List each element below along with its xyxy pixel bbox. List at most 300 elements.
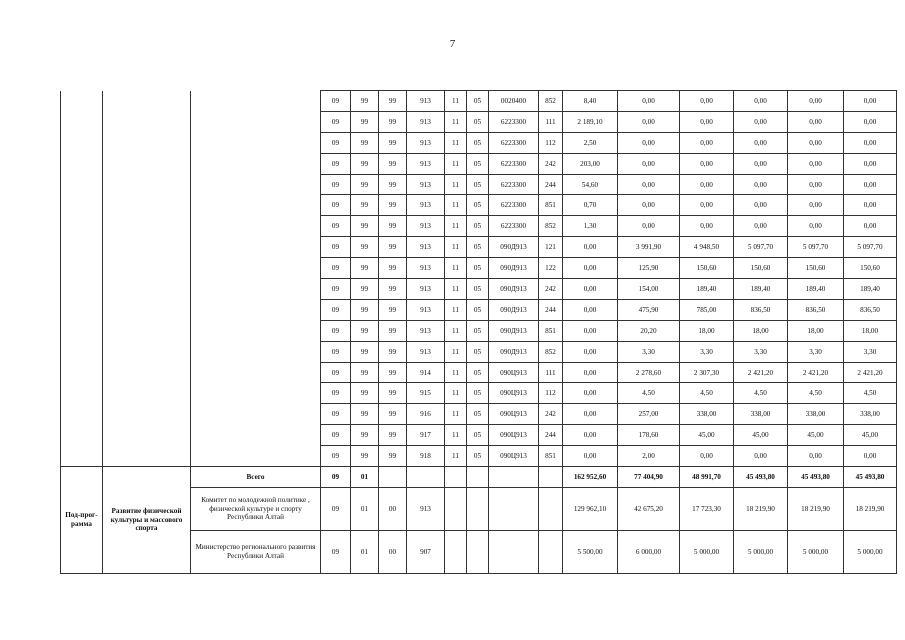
table-cell: 99 [351, 132, 379, 153]
table-cell: 0,00 [680, 111, 734, 132]
table-cell: 48 991,70 [680, 467, 734, 488]
table-cell: 11 [445, 341, 467, 362]
table-cell: 4,50 [844, 383, 897, 404]
table-cell: 0,00 [734, 111, 788, 132]
table-cell: 20,20 [618, 320, 680, 341]
blank-cell [191, 320, 321, 341]
table-cell: 0,00 [788, 446, 844, 467]
table-row [61, 341, 897, 362]
table-cell: 3,30 [680, 341, 734, 362]
table-cell: 6223300 [489, 153, 539, 174]
table-cell: 129 962,10 [563, 487, 618, 530]
table-cell: 3 991,90 [618, 237, 680, 258]
table-cell: 01 [351, 530, 379, 573]
table-cell: 189,40 [788, 279, 844, 300]
table-cell: 242 [539, 279, 563, 300]
table-cell: 0,00 [618, 174, 680, 195]
table-cell: 5 097,70 [844, 237, 897, 258]
blank-cell [191, 299, 321, 320]
blank-cell [191, 446, 321, 467]
table-row [61, 362, 897, 383]
table-cell: 090Д913 [489, 299, 539, 320]
table-cell: 99 [379, 153, 407, 174]
table-cell: 6223300 [489, 195, 539, 216]
table-cell: 05 [467, 299, 489, 320]
table-cell: 162 952,60 [563, 467, 618, 488]
table-cell: 851 [539, 446, 563, 467]
table-cell: 09 [321, 383, 351, 404]
table-cell: 5 000,00 [734, 530, 788, 573]
blank-cell [61, 446, 103, 467]
table-cell: 5 097,70 [788, 237, 844, 258]
table-cell [489, 530, 539, 573]
table-cell: 99 [379, 216, 407, 237]
blank-cell [103, 362, 191, 383]
blank-cell [103, 237, 191, 258]
table-cell: 5 000,00 [844, 530, 897, 573]
table-cell: 11 [445, 446, 467, 467]
blank-cell [103, 425, 191, 446]
blank-cell [191, 341, 321, 362]
table-cell: 0,00 [788, 195, 844, 216]
table-cell: 6223300 [489, 174, 539, 195]
table-cell: 121 [539, 237, 563, 258]
table-cell: 11 [445, 320, 467, 341]
table-cell: 99 [351, 195, 379, 216]
table-cell: 05 [467, 425, 489, 446]
table-cell: 99 [351, 404, 379, 425]
table-cell: 09 [321, 341, 351, 362]
table-cell: 99 [351, 299, 379, 320]
table-cell: 11 [445, 258, 467, 279]
table-cell: 090Д913 [489, 237, 539, 258]
table-cell: 99 [351, 362, 379, 383]
blank-cell [103, 91, 191, 112]
blank-cell [61, 195, 103, 216]
budget-table-body [61, 91, 897, 574]
table-cell: 0,00 [563, 446, 618, 467]
table-cell [539, 487, 563, 530]
table-cell: 836,50 [788, 299, 844, 320]
table-cell: 203,00 [563, 153, 618, 174]
table-cell: 0,00 [563, 258, 618, 279]
table-cell: 0,00 [788, 216, 844, 237]
table-cell: 6223300 [489, 111, 539, 132]
budget-table [60, 90, 897, 574]
table-cell: 05 [467, 237, 489, 258]
table-cell: 242 [539, 404, 563, 425]
table-cell: 99 [379, 195, 407, 216]
blank-cell [103, 216, 191, 237]
table-cell: 5 000,00 [680, 530, 734, 573]
table-cell: 99 [351, 425, 379, 446]
table-cell: 0,00 [680, 195, 734, 216]
table-cell: 6 000,00 [618, 530, 680, 573]
table-cell: 99 [351, 91, 379, 112]
table-cell: 99 [351, 383, 379, 404]
table-cell: 99 [379, 320, 407, 341]
table-cell: 11 [445, 237, 467, 258]
table-cell: 09 [321, 237, 351, 258]
blank-cell [103, 195, 191, 216]
blank-cell [103, 320, 191, 341]
table-cell: 122 [539, 258, 563, 279]
table-cell: 09 [321, 362, 351, 383]
table-cell: 11 [445, 362, 467, 383]
table-cell: 0,00 [734, 174, 788, 195]
table-cell: 0,00 [734, 153, 788, 174]
table-cell: 0,00 [788, 174, 844, 195]
table-cell: 913 [407, 299, 445, 320]
table-cell: 913 [407, 195, 445, 216]
table-cell: 0,00 [844, 216, 897, 237]
table-cell: 09 [321, 258, 351, 279]
table-cell: 05 [467, 383, 489, 404]
table-cell: 11 [445, 404, 467, 425]
table-cell: 913 [407, 132, 445, 153]
table-cell: 090Ц913 [489, 383, 539, 404]
subprogram-total-row [61, 467, 897, 488]
table-row [61, 174, 897, 195]
blank-cell [191, 195, 321, 216]
table-cell: 5 000,00 [788, 530, 844, 573]
blank-cell [103, 341, 191, 362]
table-cell: 913 [407, 341, 445, 362]
blank-cell [61, 383, 103, 404]
table-cell: 090Д913 [489, 341, 539, 362]
table-cell: 111 [539, 362, 563, 383]
table-cell: 3,30 [844, 341, 897, 362]
blank-cell [191, 362, 321, 383]
table-cell: 09 [321, 320, 351, 341]
executor-name: Комитет по молодежной политике , физической культуре и спорту Республики Алтай [191, 487, 321, 530]
table-cell: 0,00 [680, 91, 734, 112]
blank-cell [103, 446, 191, 467]
table-cell: 0,00 [618, 195, 680, 216]
table-cell: 244 [539, 425, 563, 446]
table-cell: 0,00 [844, 153, 897, 174]
table-cell: 0,00 [734, 195, 788, 216]
table-cell: 05 [467, 153, 489, 174]
table-row [61, 195, 897, 216]
table-cell [539, 530, 563, 573]
table-cell: 913 [407, 279, 445, 300]
blank-cell [191, 216, 321, 237]
table-cell: 2 189,10 [563, 111, 618, 132]
table-cell: 852 [539, 216, 563, 237]
blank-cell [191, 237, 321, 258]
table-cell: 18,00 [680, 320, 734, 341]
table-cell: 45,00 [788, 425, 844, 446]
table-row [61, 404, 897, 425]
table-row [61, 279, 897, 300]
blank-cell [191, 258, 321, 279]
table-cell: 99 [379, 132, 407, 153]
blank-cell [191, 279, 321, 300]
table-cell: 42 675,20 [618, 487, 680, 530]
table-cell: 5 097,70 [734, 237, 788, 258]
table-cell: 0,00 [844, 446, 897, 467]
table-cell: 11 [445, 132, 467, 153]
table-cell [467, 467, 489, 488]
blank-cell [191, 91, 321, 112]
blank-cell [61, 279, 103, 300]
table-cell: 45,00 [680, 425, 734, 446]
table-cell: 0,00 [563, 383, 618, 404]
table-cell: 05 [467, 132, 489, 153]
table-cell: 0,00 [618, 111, 680, 132]
blank-cell [61, 258, 103, 279]
blank-cell [103, 111, 191, 132]
table-row [61, 216, 897, 237]
table-cell: 913 [407, 237, 445, 258]
table-cell: 09 [321, 446, 351, 467]
table-cell: 090Ц913 [489, 362, 539, 383]
table-cell: 913 [407, 216, 445, 237]
table-cell: 6223300 [489, 132, 539, 153]
table-cell: 150,60 [680, 258, 734, 279]
table-cell: 11 [445, 195, 467, 216]
table-cell: 99 [379, 258, 407, 279]
table-cell: 11 [445, 216, 467, 237]
table-row [61, 111, 897, 132]
table-cell: 242 [539, 153, 563, 174]
blank-cell [103, 132, 191, 153]
table-cell: 125,90 [618, 258, 680, 279]
blank-cell [103, 299, 191, 320]
table-cell: 852 [539, 91, 563, 112]
table-cell: 11 [445, 153, 467, 174]
blank-cell [191, 404, 321, 425]
table-cell: 090Ц913 [489, 404, 539, 425]
table-cell: 11 [445, 383, 467, 404]
blank-cell [103, 153, 191, 174]
table-row [61, 132, 897, 153]
blank-cell [103, 279, 191, 300]
table-cell: 0,00 [844, 132, 897, 153]
table-cell: 05 [467, 341, 489, 362]
blank-cell [61, 404, 103, 425]
table-cell: 09 [321, 132, 351, 153]
table-cell: 09 [321, 91, 351, 112]
table-cell: 09 [321, 279, 351, 300]
table-cell: 2,50 [563, 132, 618, 153]
table-cell: 01 [351, 487, 379, 530]
table-cell: 3,30 [734, 341, 788, 362]
table-cell: 99 [351, 237, 379, 258]
table-cell: 99 [379, 383, 407, 404]
table-cell: 0,00 [680, 153, 734, 174]
table-cell: 99 [351, 216, 379, 237]
table-cell: 99 [379, 299, 407, 320]
table-cell: 090Ц913 [489, 425, 539, 446]
blank-cell [103, 404, 191, 425]
table-cell: 99 [351, 320, 379, 341]
table-cell: 4,50 [788, 383, 844, 404]
executor-name: Министерство регионального развития Республики Алтай [191, 530, 321, 573]
table-cell: 0,00 [788, 91, 844, 112]
table-cell: 0,00 [563, 404, 618, 425]
table-cell: 00 [379, 530, 407, 573]
table-cell: 11 [445, 91, 467, 112]
blank-cell [61, 362, 103, 383]
table-cell: 4,50 [618, 383, 680, 404]
table-cell: 09 [321, 467, 351, 488]
table-cell: 112 [539, 383, 563, 404]
blank-cell [61, 216, 103, 237]
table-cell: 18 219,90 [788, 487, 844, 530]
table-cell: 09 [321, 153, 351, 174]
table-cell: 8,40 [563, 91, 618, 112]
table-cell: 907 [407, 530, 445, 573]
table-cell: 0,00 [618, 153, 680, 174]
table-cell: 0,00 [563, 425, 618, 446]
table-cell: 11 [445, 299, 467, 320]
table-cell: 0,00 [734, 132, 788, 153]
table-cell: 18 219,90 [734, 487, 788, 530]
table-cell [445, 467, 467, 488]
blank-cell [61, 425, 103, 446]
table-cell [407, 467, 445, 488]
table-cell: 0,00 [618, 216, 680, 237]
table-cell: 0,00 [844, 195, 897, 216]
table-cell: 244 [539, 174, 563, 195]
table-cell: 99 [351, 111, 379, 132]
table-cell: 45,00 [844, 425, 897, 446]
table-cell: 150,60 [788, 258, 844, 279]
table-row [61, 299, 897, 320]
blank-cell [191, 383, 321, 404]
table-cell: 338,00 [788, 404, 844, 425]
table-cell: 0,00 [563, 279, 618, 300]
table-cell: 0,00 [788, 111, 844, 132]
table-cell: Всего [191, 467, 321, 488]
table-cell: 05 [467, 404, 489, 425]
table-cell: 05 [467, 446, 489, 467]
table-cell: 338,00 [844, 404, 897, 425]
table-cell: 338,00 [734, 404, 788, 425]
table-cell: 090Д913 [489, 258, 539, 279]
table-cell: 09 [321, 404, 351, 425]
table-cell: 05 [467, 174, 489, 195]
table-cell: 836,50 [844, 299, 897, 320]
table-cell: 2 307,30 [680, 362, 734, 383]
table-row [61, 237, 897, 258]
table-cell: 05 [467, 195, 489, 216]
table-cell: 917 [407, 425, 445, 446]
table-cell: 77 404,90 [618, 467, 680, 488]
table-row [61, 153, 897, 174]
table-cell: 05 [467, 320, 489, 341]
table-cell: 2,00 [618, 446, 680, 467]
table-cell: 09 [321, 425, 351, 446]
table-cell: 11 [445, 174, 467, 195]
table-cell: 05 [467, 279, 489, 300]
table-cell: 99 [379, 111, 407, 132]
table-cell: 0,00 [563, 237, 618, 258]
table-cell [379, 467, 407, 488]
table-cell: 99 [379, 279, 407, 300]
table-cell: 99 [379, 425, 407, 446]
table-cell: 09 [321, 111, 351, 132]
blank-cell [61, 299, 103, 320]
blank-cell [103, 383, 191, 404]
table-cell: 0,00 [618, 91, 680, 112]
table-cell: 150,60 [734, 258, 788, 279]
table-row [61, 320, 897, 341]
table-cell [467, 487, 489, 530]
table-cell: 99 [379, 341, 407, 362]
table-cell: 852 [539, 341, 563, 362]
table-cell: 0,00 [563, 341, 618, 362]
table-cell: 154,00 [618, 279, 680, 300]
subprogram-type-label: Под-прог-рамма [61, 467, 103, 574]
table-cell: 090Д913 [489, 279, 539, 300]
table-cell: 99 [351, 446, 379, 467]
table-row [61, 425, 897, 446]
table-cell: 17 723,30 [680, 487, 734, 530]
table-cell: 1,30 [563, 216, 618, 237]
table-cell: 257,00 [618, 404, 680, 425]
table-cell: 0,00 [618, 132, 680, 153]
table-cell: 338,00 [680, 404, 734, 425]
table-cell: 09 [321, 195, 351, 216]
table-cell: 090Ц913 [489, 446, 539, 467]
table-cell: 99 [379, 362, 407, 383]
table-cell [445, 487, 467, 530]
table-row [61, 258, 897, 279]
table-cell: 4 948,50 [680, 237, 734, 258]
table-cell: 0,00 [680, 216, 734, 237]
table-cell: 09 [321, 487, 351, 530]
table-cell: 916 [407, 404, 445, 425]
table-cell: 99 [351, 341, 379, 362]
table-cell: 836,50 [734, 299, 788, 320]
table-cell: 851 [539, 320, 563, 341]
table-cell: 05 [467, 258, 489, 279]
table-cell: 189,40 [680, 279, 734, 300]
table-cell: 4,50 [734, 383, 788, 404]
blank-cell [61, 174, 103, 195]
table-cell: 918 [407, 446, 445, 467]
table-cell: 18,00 [844, 320, 897, 341]
table-cell: 5 500,00 [563, 530, 618, 573]
table-cell: 99 [351, 279, 379, 300]
table-cell: 915 [407, 383, 445, 404]
table-cell: 11 [445, 279, 467, 300]
table-cell: 785,00 [680, 299, 734, 320]
table-cell: 851 [539, 195, 563, 216]
blank-cell [61, 237, 103, 258]
table-cell: 111 [539, 111, 563, 132]
table-cell: 99 [351, 174, 379, 195]
table-cell: 913 [407, 174, 445, 195]
table-cell: 0,00 [734, 446, 788, 467]
table-cell: 01 [351, 467, 379, 488]
table-cell: 0,00 [680, 132, 734, 153]
table-cell: 99 [379, 91, 407, 112]
table-cell: 99 [379, 404, 407, 425]
table-cell: 0,00 [563, 320, 618, 341]
blank-cell [61, 111, 103, 132]
table-row [61, 91, 897, 112]
table-cell: 3,30 [618, 341, 680, 362]
table-cell: 2 278,60 [618, 362, 680, 383]
blank-cell [191, 111, 321, 132]
table-cell: 0,70 [563, 195, 618, 216]
table-cell: 99 [351, 153, 379, 174]
table-cell: 2 421,20 [844, 362, 897, 383]
